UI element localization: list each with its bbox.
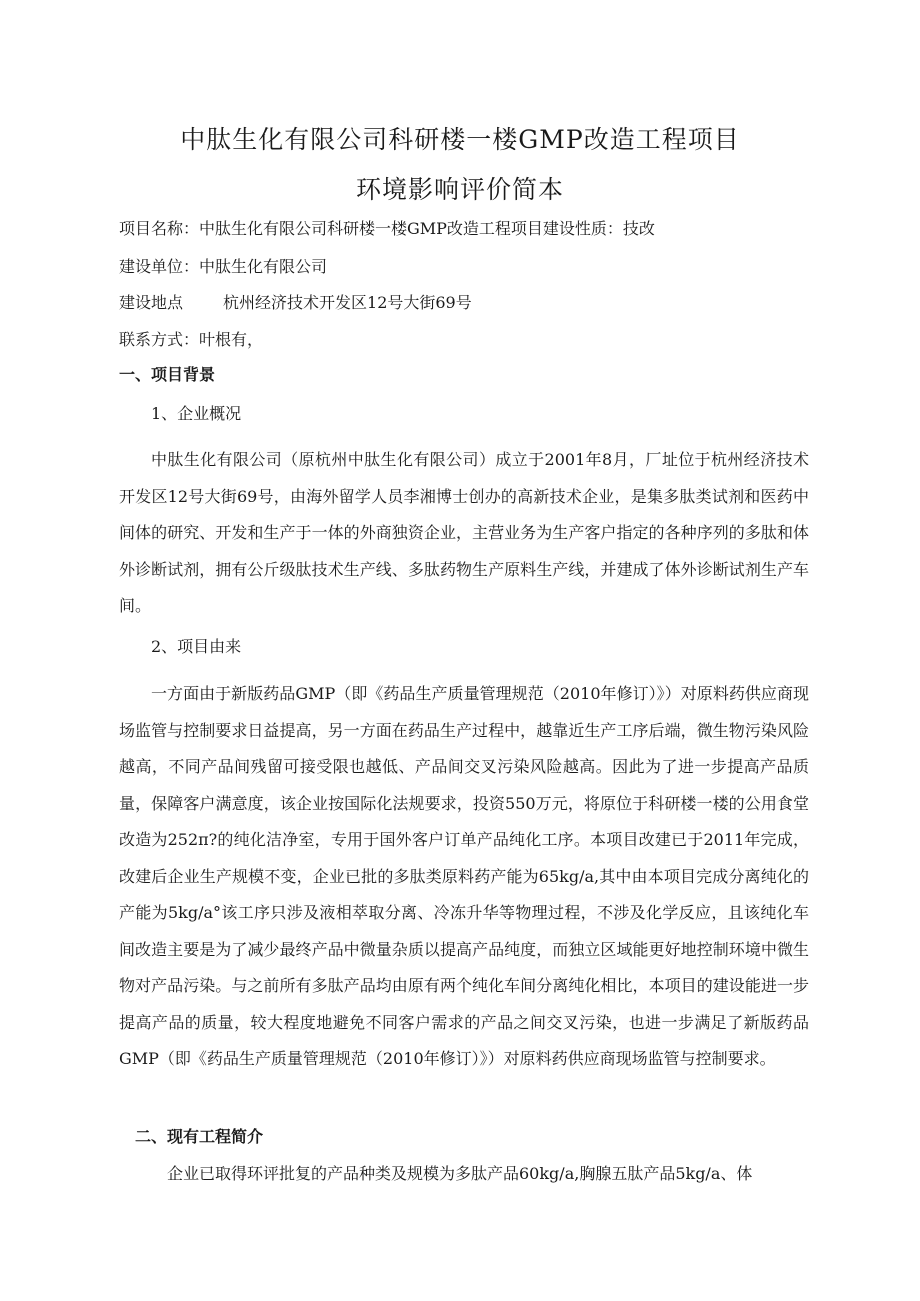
location-line bbox=[119, 290, 472, 313]
section2-heading: 二、现有工程简介 bbox=[135, 1127, 264, 1146]
section1-sub2-heading: 2、项目由来 bbox=[151, 637, 242, 656]
section1-sub1-paragraph: 中肽生化有限公司（原杭州中肽生化有限公司）成立于2001年8月，厂址位于杭州经济技术开发区12号大街69号，由海外留学人员李湘博士创办的高新技术企业，是集多肽类试剂和医药中间体的研究、开发和生产于一体的外商独资企业，主营业务为生产客户指定的各种序列的多肽和体外诊断试剂，拥有公斤级肽技术生产线、多肽药物生产原料生产线，并建成了体外诊断试剂生产车间。 bbox=[119, 450, 809, 615]
contact-line: 联系方式：叶根有， bbox=[119, 330, 264, 349]
project-name-line: 项目名称：中肽生化有限公司科研楼一楼GMP改造工程项目建设性质：技改 bbox=[119, 219, 655, 238]
builder-line: 建设单位：中肽生化有限公司 bbox=[119, 257, 328, 276]
section1-sub1-heading: 1、企业概况 bbox=[151, 404, 242, 423]
document-subtitle: 环境影响评价简本 bbox=[355, 175, 564, 204]
location-label: 建设地点 bbox=[119, 293, 184, 312]
section1-heading: 一、项目背景 bbox=[119, 365, 216, 384]
document-title: 中肽生化有限公司科研楼一楼GMP改造工程项目 bbox=[180, 125, 740, 154]
section2-paragraph: 企业已取得环评批复的产品种类及规模为多肽产品60kg∕a,胸腺五肽产品5kg/a、体 bbox=[167, 1164, 753, 1183]
section1-sub2-paragraph: 一方面由于新版药品GMP（即《药品生产质量管理规范（2010年修订）》）对原料药供应商现场监管与控制要求日益提高，另一方面在药品生产过程中，越靠近生产工序后端，微生物污染风险越高，不同产品间残留可接受限也越低、产品间交叉污染风险越高。因此为了进一步提高产品质量，保障客户满意度，该企业按国际化法规要求，投资550万元，将原位于科研楼一楼的公用食堂改造为252π?的纯化洁净室，专用于国外客户订单产品纯化工序。本项目改建已于2011年完成，改建后企业生产规模不变，企业已批的多肽类原料药产能为65kg∕a,其中由本项目完成分离纯化的产能为5kg∕a°该工序只涉及液相萃取分离、冷冻升华等物理过程，不涉及化学反应，且该纯化车间改造主要是为了减少最终产品中微量杂质以提高产品纯度，而独立区域能更好地控制环境中微生物对产品污染。与之前所有多肽产品均由原有两个纯化车间分离纯化相比，本项目的建设能进一步提高产品的质量，较大程度地避免不同客户需求的产品之间交叉污染，也进一步满足了新版药品GMP（即《药品生产质量管理规范（2010年修订）》）对原料药供应商现场监管与控制要求。 bbox=[119, 684, 809, 1068]
location-value: 杭州经济技术开发区12号大街69号 bbox=[223, 293, 472, 312]
